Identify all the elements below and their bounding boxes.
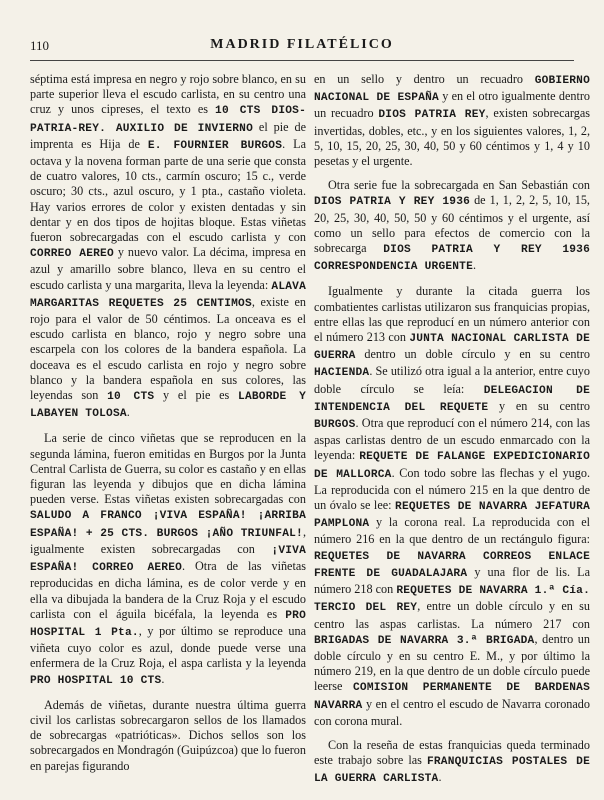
overprint-inscription: JUNTA NACIONAL CARLISTA DE GUERRA — [314, 333, 590, 363]
overprint-inscription: LABORDE Y LABAYEN TOLOSA — [30, 391, 306, 421]
overprint-inscription: HACIENDA — [314, 367, 370, 380]
text-run: . — [126, 405, 130, 420]
overprint-inscription: DIOS PATRIA Y REY 1936 — [314, 196, 471, 209]
paragraph-right-1 — [314, 72, 590, 169]
overprint-inscription: E. FOURNIER BURGOS — [147, 139, 283, 152]
text-run: , y por último se reproduce una viñeta cuyo color es azul, donde puede verse una enfermera de la Cruz Roja, el aspa carlista y la leyenda — [30, 623, 306, 671]
overprint-inscription: BRIGADAS DE NAVARRA 3.ª BRIGADA — [314, 634, 535, 647]
text-run: . Otra de las viñetas reproducidas en dicha lámina, es de color verde y en ella va dibujada la bandera de la Cruz Roja y el escudo carlista con el águila bicéfala, la leyenda es — [30, 559, 306, 621]
overprint-inscription: REQUETES DE NAVARRA 1.ª Cía. TERCIO DEL REY — [314, 585, 590, 615]
running-header — [30, 36, 574, 61]
overprint-inscription: REQUETE DE FALANGE EXPEDICIONARIO DE MALLORCA — [314, 451, 590, 481]
paragraph-right-3 — [314, 284, 590, 728]
overprint-inscription: SALUDO A FRANCO ¡VIVA ESPAÑA! ¡ARRIBA ESPAÑA! + 25 CTS. BURGOS ¡AÑO TRIUNFAL! — [30, 510, 306, 540]
paragraph-left-3 — [30, 698, 306, 774]
text-run: Otra serie fue la sobrecargada en San Sebastián con — [328, 178, 590, 193]
text-run: . Con todo sobre las flechas y el yugo. La reproducida con el número 215 en la que dentro de un óvalo se lee: — [314, 465, 590, 513]
text-run: de 1, 1, 2, 2, 5, 10, 15, 20, 25, 30, 40, 50, 50 y 60 céntimos y el urgente, así como un sello para efectos de comercio con la sobrecarga — [314, 193, 590, 256]
text-run: La serie de cinco viñetas que se reproducen en la segunda lámina, fueron emitidas en Burgos por la Junta Central Carlista de Guerra, su color es castaño y en ellas figuran las leyenda y dibujos que en dicha lámina pueden verse. Estas viñetas existen sobrecargadas con — [30, 431, 306, 507]
text-run: . La octava y la novena forman parte de una serie que consta de cuatro valores, 10 cts., carmín oscuro; 15 c., verde oscuro; 30 cts., azul oscuro, y 1 pta., castaño violeta. Hay varios errores de color y existen dentadas y sin dentar y en dos tipos de hojitas bloque. Estas viñetas fueron sobrecargadas con el escudo carlista y con — [30, 136, 306, 245]
overprint-inscription: FRANQUICIAS POSTALES DE LA GUERRA CARLISTA — [314, 756, 590, 786]
text-run: , entre un doble círculo y en su centro las aspas carlistas. La número 217 con — [314, 599, 590, 631]
text-run: séptima está impresa en negro y rojo sobre blanco, en su parte superior lleva el escudo carlista, en su centro una cruz y unos cipreses, el texto es — [30, 72, 306, 117]
overprint-inscription: CORREO AEREO — [30, 248, 114, 261]
text-run: y en el otro igualmente dentro un recuadro — [314, 89, 590, 121]
page-number: 110 — [30, 38, 50, 53]
overprint-inscription: COMISION PERMANENTE DE BARDENAS NAVARRA — [314, 682, 590, 712]
overprint-inscription: DIOS PATRIA REY — [378, 109, 486, 122]
overprint-inscription: 10 CTS — [107, 391, 155, 404]
overprint-inscription: PRO HOSPITAL 1 Pta. — [30, 609, 306, 639]
text-run: . — [438, 770, 442, 785]
overprint-inscription: REQUETES DE NAVARRA JEFATURA PAMPLONA — [314, 501, 590, 531]
text-run: , existe en rojo para el valor de 50 céntimos. La onceava es el escudo carlista en blanco, rojo y negro sobre una escarpela con los colores de la bandera española. La doceava es el escudo carlista en rojo y negro sobre blanco y la bandera española en sus colores, las leyendas son — [30, 294, 306, 403]
text-run: , igualmente existen sobrecargadas con — [30, 524, 306, 556]
overprint-inscription: ALAVA MARGARITAS REQUETES 25 CENTIMOS — [30, 280, 306, 310]
text-run: y el pie es — [154, 388, 239, 403]
text-run: Igualmente y durante la citada guerra los combatientes carlistas utilizaron sus franquicias propias, entre ellas las que reproducí en un número anterior con el número 213 con — [314, 284, 590, 345]
text-run: dentro un doble círculo y en su centro — [355, 347, 590, 362]
text-run: . Se utilizó otra igual a la anterior, entre cuyo doble círculo se leía: — [314, 364, 590, 396]
overprint-inscription: ¡VIVA ESPAÑA! CORREO AEREO — [30, 544, 306, 575]
overprint-inscription: DIOS PATRIA Y REY 1936 CORRESPONDENCIA URGENTE — [314, 244, 590, 274]
paragraph-left-1 — [30, 72, 306, 422]
text-run: , existen sobrecargas invertidas, dobles, etc., y en los siguientes valores, 1, 2, 5, 10, 15, 20, 25, 30, 40, 50 y 60 céntimos y 1, 4 y 10 pesetas y el urgente. — [314, 106, 590, 169]
text-run: Además de viñetas, durante nuestra última guerra civil los carlistas sobrecargaron sellos de los llamados de sobrecargas «patrióticas». Dichos sellos son los sobrecargados en Mondragón (Guipúzcoa) que lo fueron en parejas figurando — [30, 697, 306, 773]
overprint-inscription: PRO HOSPITAL 10 CTS — [30, 674, 162, 687]
overprint-inscription: REQUETES DE NAVARRA CORREOS ENLACE FRENTE DE GUADALAJARA — [314, 550, 590, 580]
text-run: . Otra que reproducí con el número 214, con las aspas carlistas dentro de un escudo enmarcado con la leyenda: — [314, 416, 590, 463]
text-run: y en su centro — [488, 398, 590, 413]
text-run: y la corona real. La reproducida con el número 216 en la que dentro de un rectángulo figura: — [314, 515, 590, 547]
text-run: y nuevo valor. La décima, impresa en azul y amarillo sobre blanco, lleva en su centro el escudo carlista y una margarita, lleva la leyenda: — [30, 245, 306, 292]
overprint-inscription: GOBIERNO NACIONAL DE ESPAÑA — [314, 75, 590, 105]
left-column — [30, 72, 306, 792]
text-run: Con la reseña de estas franquicias queda terminado este trabajo sobre las — [314, 737, 590, 768]
text-run: . — [161, 671, 165, 686]
text-run: en un sello y dentro un recuadro — [314, 72, 535, 86]
text-run: y una flor de lis. La número 218 con — [314, 564, 590, 597]
text-run: el pie de imprenta es Hija de — [30, 119, 306, 151]
right-column — [314, 72, 590, 792]
overprint-inscription: DELEGACION DE INTENDENCIA DEL REQUETE — [314, 384, 590, 414]
overprint-inscription: 10 CTS DIOS-PATRIA-REY. AUXILIO DE INVIERNO — [30, 105, 306, 135]
publication-title: MADRID FILATÉLICO — [210, 37, 394, 52]
text-run: , dentro un doble círculo y en su centro E. M., y por último la número 219, en la que dentro de un doble círculo puede leerse — [314, 631, 590, 694]
paragraph-right-2 — [314, 178, 590, 275]
paragraph-left-2 — [30, 431, 306, 688]
overprint-inscription: BURGOS — [314, 419, 356, 432]
text-run: y en el centro el escudo de Navarra coronado con corona mural. — [314, 696, 590, 728]
text-run: . — [473, 258, 477, 273]
paragraph-right-4 — [314, 738, 590, 788]
